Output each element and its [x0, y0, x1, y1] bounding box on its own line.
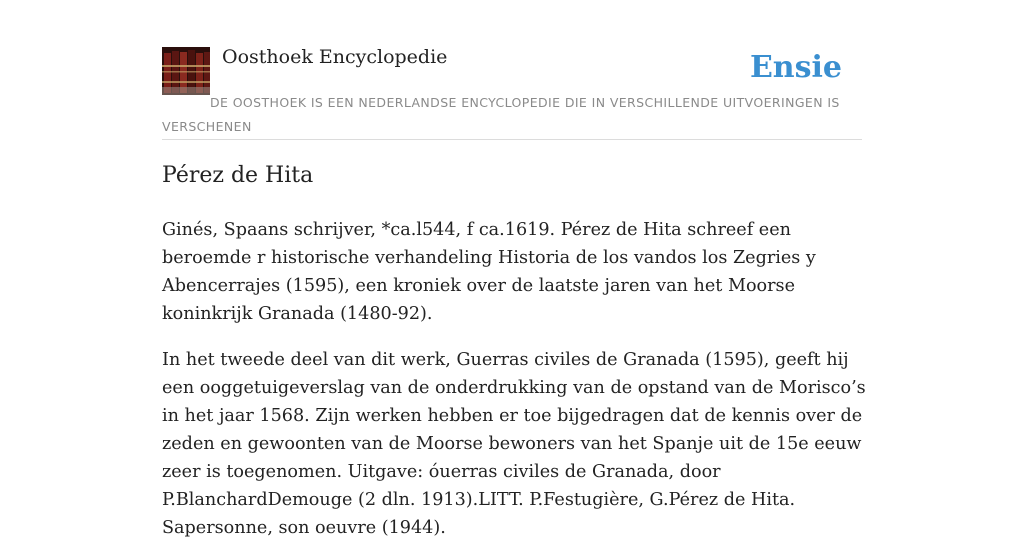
article-title: Pérez de Hita: [162, 163, 314, 188]
encyclopedia-books-avatar-icon[interactable]: [162, 47, 210, 95]
site-name[interactable]: Oosthoek Encyclopedie: [222, 46, 448, 68]
site-tagline: DE OOSTHOEK IS EEN NEDERLANDSE ENCYCLOPEDIE DIE IN VERSCHILLENDE UITVOERINGEN IS VERSCHENEN: [162, 95, 840, 134]
article-paragraph: In het tweede deel van dit werk, Guerras civiles de Granada (1595), geeft hij een ooggetuigeverslag van de onderdrukking van de opstand van de Morisco’s in het jaar 1568. Zijn werken hebben er toe bijgedragen dat de kennis over de zeden en gewoonten van de Moorse bewoners van het Spanje uit de 15e eeuw zeer is toegenomen. Uitgave: óuerras civiles de Granada, door P.BlanchardDemouge (2 dln. 1913).LITT. P.Festugière, G.Pérez de Hita. Sapersonne, son oeuvre (1944).: [162, 350, 866, 538]
article-body: [162, 216, 866, 560]
site-header: [162, 44, 862, 140]
ensie-logo-link[interactable]: Ensie: [749, 50, 842, 85]
article-paragraph: Ginés, Spaans schrijver, *ca.l544, f ca.1619. Pérez de Hita schreef een beroemde r historische verhandeling Historia de los vandos los Zegries y Abencerrajes (1595), een kroniek over de laatste jaren van het Moorse koninkrijk Granada (1480-92).: [162, 220, 816, 324]
